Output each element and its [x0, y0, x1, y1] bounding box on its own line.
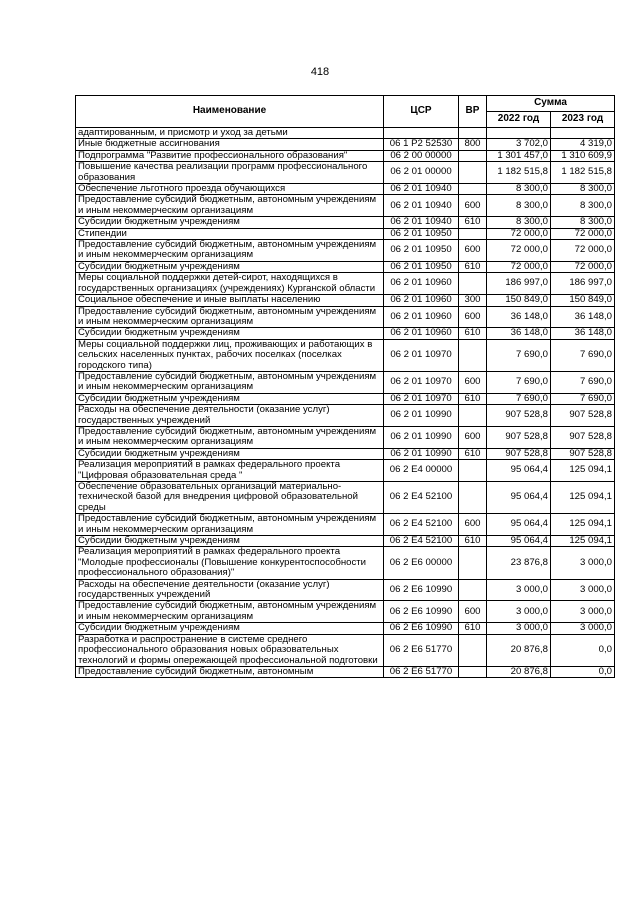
- row-amount-2023-cell: 72 000,0: [551, 261, 615, 272]
- row-amount-2022-cell: 36 148,0: [487, 328, 551, 339]
- row-amount-2022-cell: 907 528,8: [487, 448, 551, 459]
- row-amount-2022-cell: 20 876,8: [487, 634, 551, 666]
- row-amount-2022-cell: 20 876,8: [487, 666, 551, 677]
- row-csr-cell: 06 2 01 10960: [384, 273, 459, 295]
- row-csr-cell: 06 2 E4 00000: [384, 460, 459, 482]
- row-name-cell: Расходы на обеспечение деятельности (оказание услуг) государственных учреждений: [76, 405, 384, 427]
- row-name-cell: Предоставление субсидий бюджетным, автономным учреждениям и иным некоммерческим организациям: [76, 371, 384, 393]
- table-row: [76, 579, 615, 601]
- row-name-cell: Социальное обеспечение и иные выплаты населению: [76, 295, 384, 306]
- row-amount-2023-cell: 36 148,0: [551, 306, 615, 328]
- row-amount-2023-cell: 72 000,0: [551, 240, 615, 262]
- row-vr-cell: 600: [459, 306, 487, 328]
- row-name-cell: Субсидии бюджетным учреждениям: [76, 623, 384, 634]
- row-vr-cell: 600: [459, 195, 487, 217]
- row-name-cell: Меры социальной поддержки лиц, проживающих и работающих в сельских населенных пунктах, рабочих поселках (поселках городского типа): [76, 339, 384, 371]
- row-amount-2022-cell: 36 148,0: [487, 306, 551, 328]
- row-csr-cell: 06 2 01 10990: [384, 405, 459, 427]
- row-csr-cell: 06 2 01 10940: [384, 195, 459, 217]
- row-amount-2022-cell: 3 000,0: [487, 623, 551, 634]
- row-name-cell: Предоставление субсидий бюджетным, автономным учреждениям и иным некоммерческим организациям: [76, 426, 384, 448]
- row-amount-2022-cell: 7 690,0: [487, 339, 551, 371]
- row-amount-2022-cell: 7 690,0: [487, 393, 551, 404]
- row-name-cell: Разработка и распространение в системе среднего профессионального образования новых образовательных технологий и формы опережающей профессиональной подготовки: [76, 634, 384, 666]
- table-row: [76, 634, 615, 666]
- table-row: [76, 623, 615, 634]
- table-row: [76, 601, 615, 623]
- row-csr-cell: 06 2 E4 52100: [384, 536, 459, 547]
- row-vr-cell: 600: [459, 601, 487, 623]
- row-amount-2022-cell: 907 528,8: [487, 426, 551, 448]
- row-amount-2022-cell: 8 300,0: [487, 217, 551, 228]
- row-amount-2023-cell: 7 690,0: [551, 393, 615, 404]
- table-row: [76, 273, 615, 295]
- row-amount-2023-cell: 125 094,1: [551, 536, 615, 547]
- row-vr-cell: [459, 666, 487, 677]
- row-amount-2023-cell: 3 000,0: [551, 623, 615, 634]
- table-row: [76, 306, 615, 328]
- row-csr-cell: 06 2 00 00000: [384, 150, 459, 161]
- row-name-cell: Предоставление субсидий бюджетным, автономным: [76, 666, 384, 677]
- table-row: [76, 371, 615, 393]
- row-name-cell: Стипендии: [76, 228, 384, 239]
- row-vr-cell: 610: [459, 623, 487, 634]
- header-year-2023: 2023 год: [551, 112, 615, 128]
- row-name-cell: Предоставление субсидий бюджетным, автономным учреждениям и иным некоммерческим организациям: [76, 240, 384, 262]
- row-vr-cell: 600: [459, 240, 487, 262]
- row-vr-cell: [459, 150, 487, 161]
- row-vr-cell: 610: [459, 393, 487, 404]
- table-row: [76, 448, 615, 459]
- row-name-cell: Субсидии бюджетным учреждениям: [76, 328, 384, 339]
- table-row: [76, 482, 615, 514]
- row-csr-cell: 06 2 01 10990: [384, 426, 459, 448]
- row-vr-cell: [459, 339, 487, 371]
- header-sum: Сумма: [487, 96, 615, 112]
- row-vr-cell: [459, 162, 487, 184]
- row-amount-2023-cell: 1 310 609,9: [551, 150, 615, 161]
- row-amount-2022-cell: [487, 128, 551, 139]
- table-row: [76, 405, 615, 427]
- row-vr-cell: 610: [459, 261, 487, 272]
- row-vr-cell: 600: [459, 371, 487, 393]
- row-name-cell: Субсидии бюджетным учреждениям: [76, 448, 384, 459]
- row-amount-2023-cell: 7 690,0: [551, 371, 615, 393]
- row-csr-cell: 06 2 E6 10990: [384, 579, 459, 601]
- table-row: [76, 228, 615, 239]
- row-amount-2022-cell: 23 876,8: [487, 547, 551, 579]
- row-name-cell: Обеспечение образовательных организаций материально-технической базой для внедрения цифровой образовательной среды: [76, 482, 384, 514]
- row-name-cell: Предоставление субсидий бюджетным, автономным учреждениям и иным некоммерческим организациям: [76, 514, 384, 536]
- row-amount-2023-cell: 8 300,0: [551, 195, 615, 217]
- row-amount-2023-cell: 125 094,1: [551, 514, 615, 536]
- row-name-cell: Предоставление субсидий бюджетным, автономным учреждениям и иным некоммерческим организациям: [76, 195, 384, 217]
- row-vr-cell: [459, 579, 487, 601]
- row-amount-2023-cell: 8 300,0: [551, 184, 615, 195]
- row-amount-2023-cell: 7 690,0: [551, 339, 615, 371]
- row-vr-cell: 610: [459, 217, 487, 228]
- row-csr-cell: 06 2 E6 00000: [384, 547, 459, 579]
- row-amount-2022-cell: 3 000,0: [487, 579, 551, 601]
- row-csr-cell: 06 2 01 10970: [384, 371, 459, 393]
- row-csr-cell: 06 2 E6 51770: [384, 634, 459, 666]
- row-amount-2022-cell: 72 000,0: [487, 240, 551, 262]
- row-amount-2022-cell: 3 702,0: [487, 139, 551, 150]
- row-amount-2022-cell: 150 849,0: [487, 295, 551, 306]
- row-csr-cell: 06 2 01 10990: [384, 448, 459, 459]
- row-csr-cell: 06 2 E6 51770: [384, 666, 459, 677]
- header-name: Наименование: [76, 96, 384, 128]
- row-amount-2023-cell: 3 000,0: [551, 579, 615, 601]
- table-row: [76, 150, 615, 161]
- row-amount-2023-cell: 72 000,0: [551, 228, 615, 239]
- row-amount-2023-cell: 4 319,0: [551, 139, 615, 150]
- row-name-cell: Меры социальной поддержки детей-сирот, находящихся в государственных организациях (учреждениях) Курганской области: [76, 273, 384, 295]
- table-header: [76, 96, 615, 128]
- table-row: [76, 261, 615, 272]
- row-csr-cell: 06 2 01 10970: [384, 339, 459, 371]
- table-row: [76, 393, 615, 404]
- header-csr: ЦСР: [384, 96, 459, 128]
- row-vr-cell: 610: [459, 448, 487, 459]
- row-amount-2023-cell: 125 094,1: [551, 460, 615, 482]
- table-row: [76, 328, 615, 339]
- row-amount-2023-cell: 3 000,0: [551, 547, 615, 579]
- row-amount-2023-cell: 1 182 515,8: [551, 162, 615, 184]
- row-vr-cell: [459, 128, 487, 139]
- row-amount-2023-cell: 3 000,0: [551, 601, 615, 623]
- row-amount-2022-cell: 8 300,0: [487, 184, 551, 195]
- row-amount-2022-cell: 3 000,0: [487, 601, 551, 623]
- row-amount-2023-cell: 0,0: [551, 634, 615, 666]
- row-name-cell: Предоставление субсидий бюджетным, автономным учреждениям и иным некоммерческим организациям: [76, 306, 384, 328]
- row-name-cell: Реализация мероприятий в рамках федерального проекта "Цифровая образовательная среда ": [76, 460, 384, 482]
- row-vr-cell: 300: [459, 295, 487, 306]
- table-row: [76, 128, 615, 139]
- row-vr-cell: [459, 405, 487, 427]
- row-amount-2022-cell: 1 301 457,0: [487, 150, 551, 161]
- row-name-cell: Расходы на обеспечение деятельности (оказание услуг) государственных учреждений: [76, 579, 384, 601]
- row-vr-cell: [459, 273, 487, 295]
- row-name-cell: Субсидии бюджетным учреждениям: [76, 217, 384, 228]
- row-amount-2023-cell: 0,0: [551, 666, 615, 677]
- row-amount-2023-cell: 8 300,0: [551, 217, 615, 228]
- table-row: [76, 184, 615, 195]
- row-vr-cell: 800: [459, 139, 487, 150]
- row-vr-cell: [459, 460, 487, 482]
- row-amount-2022-cell: 95 064,4: [487, 536, 551, 547]
- row-amount-2023-cell: [551, 128, 615, 139]
- table-row: [76, 217, 615, 228]
- row-amount-2022-cell: 907 528,8: [487, 405, 551, 427]
- row-name-cell: Субсидии бюджетным учреждениям: [76, 261, 384, 272]
- row-csr-cell: 06 2 E6 10990: [384, 623, 459, 634]
- row-amount-2022-cell: 95 064,4: [487, 460, 551, 482]
- row-amount-2023-cell: 125 094,1: [551, 482, 615, 514]
- row-amount-2023-cell: 907 528,8: [551, 448, 615, 459]
- table-row: [76, 195, 615, 217]
- row-csr-cell: 06 2 01 10970: [384, 393, 459, 404]
- table-row: [76, 240, 615, 262]
- row-csr-cell: 06 2 01 10950: [384, 261, 459, 272]
- row-csr-cell: 06 2 E6 10990: [384, 601, 459, 623]
- row-amount-2022-cell: 8 300,0: [487, 195, 551, 217]
- row-csr-cell: 06 2 01 00000: [384, 162, 459, 184]
- row-csr-cell: 06 2 01 10950: [384, 240, 459, 262]
- row-csr-cell: 06 2 01 10960: [384, 295, 459, 306]
- table-body: [76, 128, 615, 678]
- row-amount-2023-cell: 907 528,8: [551, 405, 615, 427]
- row-vr-cell: 610: [459, 536, 487, 547]
- page-number: 418: [310, 66, 330, 78]
- row-csr-cell: 06 2 E4 52100: [384, 482, 459, 514]
- row-vr-cell: [459, 184, 487, 195]
- row-name-cell: Подпрограмма "Развитие профессионального образования": [76, 150, 384, 161]
- row-name-cell: Обеспечение льготного проезда обучающихся: [76, 184, 384, 195]
- table-row: [76, 426, 615, 448]
- row-amount-2022-cell: 72 000,0: [487, 228, 551, 239]
- row-amount-2023-cell: 907 528,8: [551, 426, 615, 448]
- row-amount-2022-cell: 95 064,4: [487, 482, 551, 514]
- row-csr-cell: 06 2 01 10960: [384, 306, 459, 328]
- table-row: [76, 547, 615, 579]
- row-name-cell: Иные бюджетные ассигнования: [76, 139, 384, 150]
- table-row: [76, 666, 615, 677]
- row-csr-cell: 06 1 P2 52530: [384, 139, 459, 150]
- row-amount-2022-cell: 72 000,0: [487, 261, 551, 272]
- row-amount-2023-cell: 150 849,0: [551, 295, 615, 306]
- row-amount-2023-cell: 186 997,0: [551, 273, 615, 295]
- table-row: [76, 162, 615, 184]
- row-name-cell: Предоставление субсидий бюджетным, автономным учреждениям и иным некоммерческим организациям: [76, 601, 384, 623]
- header-vr: ВР: [459, 96, 487, 128]
- row-vr-cell: [459, 228, 487, 239]
- row-amount-2022-cell: 186 997,0: [487, 273, 551, 295]
- table-row: [76, 536, 615, 547]
- row-name-cell: Субсидии бюджетным учреждениям: [76, 393, 384, 404]
- row-csr-cell: 06 2 01 10950: [384, 228, 459, 239]
- row-name-cell: адаптированным, и присмотр и уход за детьми: [76, 128, 384, 139]
- table-row: [76, 339, 615, 371]
- row-vr-cell: 600: [459, 514, 487, 536]
- row-csr-cell: [384, 128, 459, 139]
- row-csr-cell: 06 2 01 10960: [384, 328, 459, 339]
- table-row: [76, 460, 615, 482]
- header-year-2022: 2022 год: [487, 112, 551, 128]
- row-name-cell: Реализация мероприятий в рамках федерального проекта "Молодые профессионалы (Повышение конкурентоспособности профессионального образования)": [76, 547, 384, 579]
- row-vr-cell: [459, 547, 487, 579]
- row-csr-cell: 06 2 E4 52100: [384, 514, 459, 536]
- row-name-cell: Субсидии бюджетным учреждениям: [76, 536, 384, 547]
- table-row: [76, 139, 615, 150]
- row-vr-cell: 600: [459, 426, 487, 448]
- row-vr-cell: [459, 634, 487, 666]
- row-amount-2022-cell: 7 690,0: [487, 371, 551, 393]
- row-amount-2022-cell: 1 182 515,8: [487, 162, 551, 184]
- row-vr-cell: [459, 482, 487, 514]
- row-csr-cell: 06 2 01 10940: [384, 217, 459, 228]
- row-csr-cell: 06 2 01 10940: [384, 184, 459, 195]
- row-name-cell: Повышение качества реализации программ профессионального образования: [76, 162, 384, 184]
- budget-table: [75, 95, 615, 678]
- row-amount-2022-cell: 95 064,4: [487, 514, 551, 536]
- row-amount-2023-cell: 36 148,0: [551, 328, 615, 339]
- table-row: [76, 295, 615, 306]
- row-vr-cell: 610: [459, 328, 487, 339]
- table-row: [76, 514, 615, 536]
